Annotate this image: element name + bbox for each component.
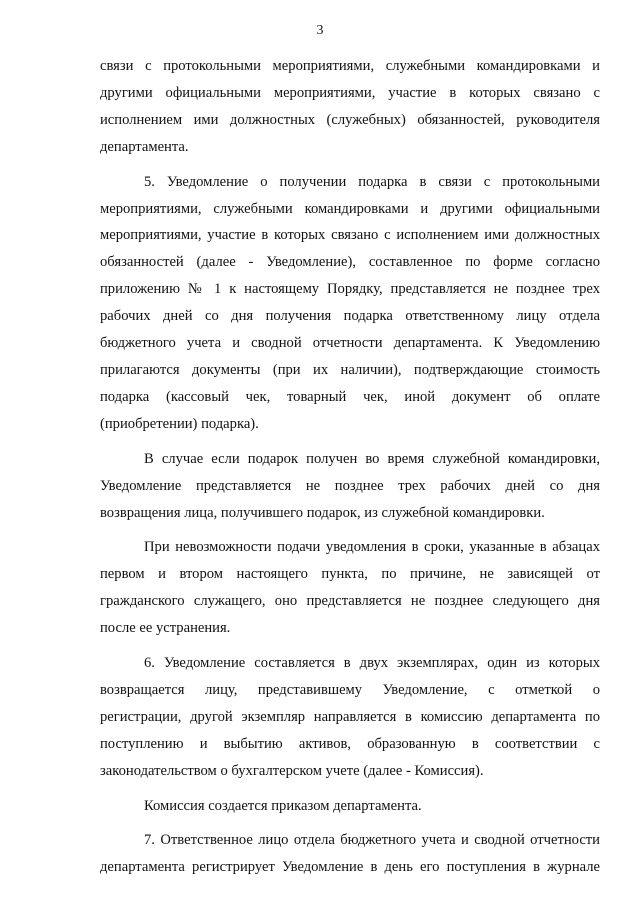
text-line: департамента регистрирует Уведомление в день его поступления в журнале bbox=[100, 859, 600, 876]
text-line: подарка (кассовый чек, товарный чек, иной документ об оплате bbox=[100, 388, 600, 405]
text-line: первом и втором настоящего пункта, по причине, не зависящей от bbox=[100, 566, 600, 583]
text-line: (приобретении) подарка). bbox=[100, 415, 259, 432]
text-line: мероприятиями, участие в которых связано с исполнением ими должностных bbox=[100, 227, 600, 244]
text-line: обязанностей (далее - Уведомление), составленное по форме согласно bbox=[100, 254, 600, 271]
text-line: возвращения лица, получившего подарок, из служебной командировки. bbox=[100, 504, 545, 521]
text-line: другими официальными мероприятиями, участие в которых связано с bbox=[100, 84, 600, 101]
text-line: 5. Уведомление о получении подарка в связи с протокольными bbox=[144, 173, 600, 190]
text-line: Уведомление представляется не позднее трех рабочих дней со дня bbox=[100, 477, 600, 494]
paragraph-impossibility bbox=[100, 534, 600, 642]
text-line: бюджетного учета и сводной отчетности департамента. К Уведомлению bbox=[100, 335, 600, 352]
text-line: При невозможности подачи уведомления в сроки, указанные в абзацах bbox=[144, 539, 600, 556]
text-line: приложению № 1 к настоящему Порядку, представляется не позднее трех bbox=[100, 281, 600, 298]
text-line: связи с протокольными мероприятиями, служебными командировками и bbox=[100, 58, 600, 74]
paragraph-item-7 bbox=[100, 827, 600, 881]
text-line: поступлению и выбытию активов, образованную в соответствии с bbox=[100, 735, 600, 752]
text-line: рабочих дней со дня получения подарка ответственному лицу отдела bbox=[100, 308, 600, 325]
text-line: департамента. bbox=[100, 138, 189, 155]
paragraph-item-5 bbox=[100, 169, 600, 438]
paragraph-item-6 bbox=[100, 650, 600, 785]
text-line: возвращается лицу, представившему Уведомление, с отметкой о bbox=[100, 681, 600, 698]
text-line: прилагаются документы (при их наличии), подтверждающие стоимость bbox=[100, 361, 600, 378]
text-line: 6. Уведомление составляется в двух экземплярах, один из которых bbox=[144, 655, 600, 672]
paragraph-continuation bbox=[100, 53, 600, 161]
text-line: регистрации, другой экземпляр направляется в комиссию департамента по bbox=[100, 708, 600, 725]
paragraph-business-trip bbox=[100, 446, 600, 527]
text-line: после ее устранения. bbox=[100, 620, 231, 637]
text-line: законодательством о бухгалтерском учете (далее - Комиссия). bbox=[100, 762, 484, 779]
text-line: гражданского служащего, оно представляется не позднее следующего дня bbox=[100, 593, 600, 610]
text-line: исполнением ими должностных (служебных) обязанностей, руководителя bbox=[100, 111, 600, 128]
text-line: Комиссия создается приказом департамента. bbox=[144, 797, 422, 814]
text-line: мероприятиями, служебными командировками и другими официальными bbox=[100, 200, 600, 217]
text-line: 7. Ответственное лицо отдела бюджетного учета и сводной отчетности bbox=[144, 832, 600, 849]
paragraph-commission bbox=[100, 793, 600, 820]
page-number: 3 bbox=[316, 23, 324, 38]
document-body bbox=[100, 53, 600, 889]
text-line: В случае если подарок получен во время служебной командировки, bbox=[144, 450, 600, 467]
